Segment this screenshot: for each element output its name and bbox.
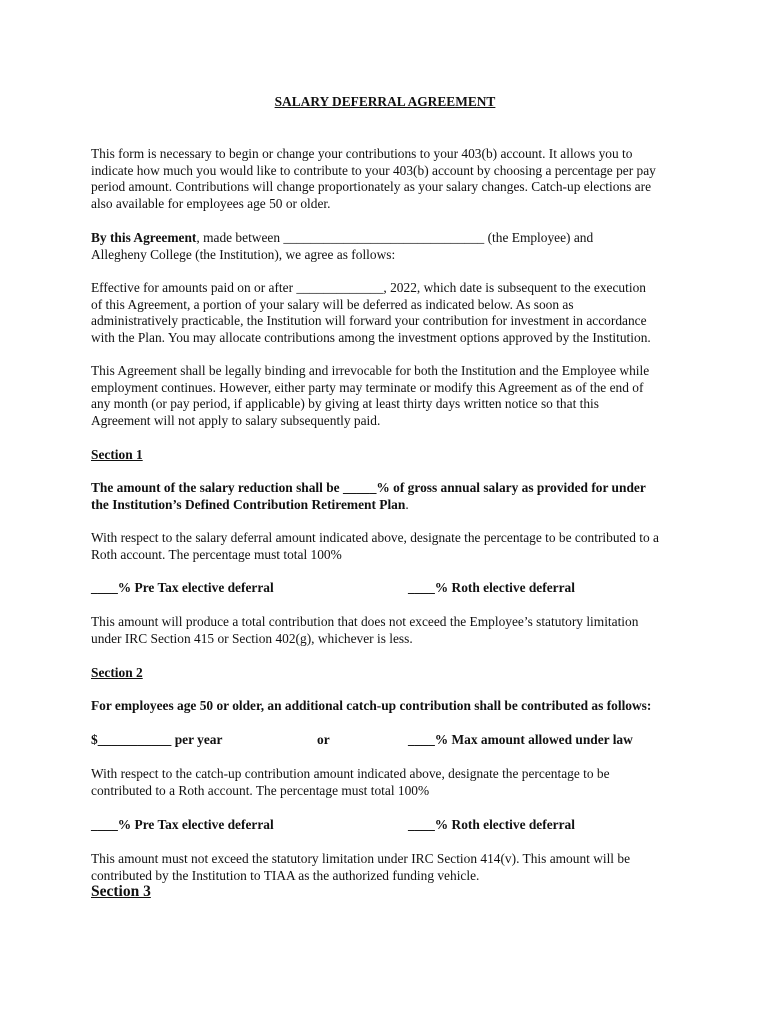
intro-paragraph [91,146,691,212]
effective-paragraph [91,280,691,346]
section-2-roth-note [91,766,691,799]
agreement-parties: , made between ______________________________ (the Employee) and [196,230,594,245]
salary-reduction-line: The amount of the salary reduction shall be _____% of gross annual salary as provided for under [91,480,646,495]
catchup-roth-deferral-field[interactable]: ____% Roth elective deferral [408,817,575,832]
section-3-heading: Section 3 [91,883,151,900]
binding-line: any month (or pay period, if applicable) by giving at least thirty days written notice so that this [91,396,599,412]
agreement-lead: By this Agreement [91,230,197,245]
catchup-amount-row [91,732,691,749]
section-1-heading: Section 1 [91,447,143,462]
roth-note-line: Roth account. The percentage must total 100% [91,546,342,562]
or-label: or [317,732,330,747]
salary-reduction-line [91,497,691,514]
effective-line: of this Agreement, a portion of your salary will be deferred as indicated below. As soon as [91,296,574,312]
effective-line: administratively practicable, the Institution will forward your contribution for investment in accordance [91,313,647,329]
limit-note-line: contributed by the Institution to TIAA as the authorized funding vehicle. [91,867,480,883]
binding-paragraph [91,363,691,429]
per-year-amount-field[interactable]: $___________ per year [91,732,223,747]
agreement-paragraph [91,230,691,263]
section-1-split-row [91,580,691,597]
salary-reduction-paragraph [91,480,691,513]
section-2-limit-note [91,851,691,884]
agreement-line [91,230,691,247]
binding-line: Agreement will not apply to salary subsequently paid. [91,412,381,428]
plan-name: the Institution’s Defined Contribution Retirement Plan [91,496,406,512]
catchup-pre-tax-deferral-field[interactable]: ____% Pre Tax elective deferral [91,817,274,832]
limit-note-line: under IRC Section 415 or Section 402(g), whichever is less. [91,630,413,646]
roth-note-line: With respect to the salary deferral amount indicated above, designate the percentage to be contributed to a [91,530,659,545]
max-amount-field[interactable]: ____% Max amount allowed under law [408,732,633,747]
section-2-split-row [91,817,691,834]
intro-line: also available for employees age 50 or older. [91,195,331,211]
section-2-heading: Section 2 [91,665,143,680]
section-1-limit-note [91,614,691,647]
intro-line: indicate how much you would like to contribute to your 403(b) account by choosing a percentage per pay [91,162,656,178]
agreement-line: Allegheny College (the Institution), we agree as follows: [91,246,396,262]
binding-line: This Agreement shall be legally binding and irrevocable for both the Institution and the Employee while [91,363,650,378]
intro-line: This form is necessary to begin or change your contributions to your 403(b) account. It allows you to [91,146,633,161]
effective-line: with the Plan. You may allocate contributions among the investment options approved by the Institution. [91,329,651,345]
document-title: SALARY DEFERRAL AGREEMENT [274,94,496,109]
binding-line: employment continues. However, either party may terminate or modify this Agreement as of the end of [91,379,644,395]
plan-name-period: . [405,496,409,512]
section-1-roth-note [91,530,691,563]
limit-note-line: This amount will produce a total contribution that does not exceed the Employee’s statutory limitation [91,614,639,629]
roth-deferral-field[interactable]: ____% Roth elective deferral [408,580,575,595]
catchup-intro: For employees age 50 or older, an additional catch-up contribution shall be contributed as follows: [91,698,652,713]
roth-note-line: contributed to a Roth account. The percentage must total 100% [91,782,430,798]
effective-line: Effective for amounts paid on or after _____________, 2022, which date is subsequent to the execution [91,280,646,295]
limit-note-line: This amount must not exceed the statutory limitation under IRC Section 414(v). This amount will be [91,851,631,866]
roth-note-line: With respect to the catch-up contribution amount indicated above, designate the percentage to be [91,766,610,781]
pre-tax-deferral-field[interactable]: ____% Pre Tax elective deferral [91,580,274,595]
intro-line: period amount. Contributions will change proportionately as your salary changes. Catch-up elections are [91,179,652,195]
